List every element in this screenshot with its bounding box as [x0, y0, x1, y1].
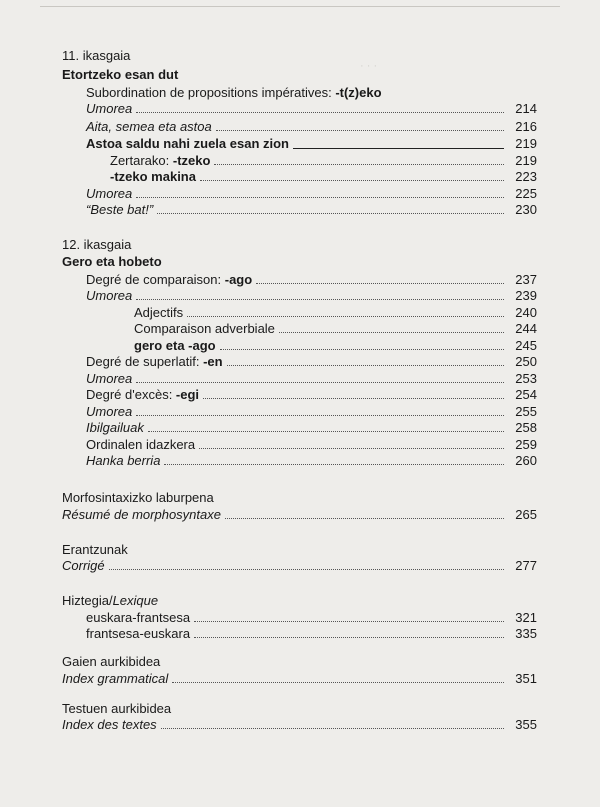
toc-entry-text: Umorea [86, 371, 133, 386]
toc-entry-text: Ordinalen idazkera [86, 437, 196, 452]
dot-leader [136, 415, 504, 416]
top-edge-line [40, 6, 560, 7]
toc-entry-title [62, 489, 214, 507]
toc-entry [0, 653, 600, 671]
toc-entry-text: euskara-frantsesa [86, 610, 191, 625]
toc-entry-text: Erantzunak [62, 542, 128, 557]
page-number: 255 [515, 404, 537, 419]
toc-entry-title [62, 506, 221, 524]
toc-entry [0, 66, 600, 84]
toc-entry-title [62, 253, 162, 271]
dot-leader [136, 197, 504, 198]
dot-leader [279, 332, 504, 333]
dot-leader [194, 621, 504, 622]
page-number: 239 [515, 288, 537, 303]
toc-entry-title [86, 419, 144, 437]
toc-entry-text: gero eta -ago [134, 338, 216, 353]
toc-entry [0, 320, 600, 338]
toc-entry-text: Index des textes [62, 717, 157, 732]
dot-leader [199, 448, 504, 449]
toc-entry [0, 489, 600, 507]
dot-leader [216, 130, 504, 131]
toc-entry-title [86, 287, 132, 305]
toc-entry-text: 11. ikasgaia [62, 48, 131, 63]
toc-entry [0, 168, 600, 186]
toc-entry-text: Corrigé [62, 558, 105, 573]
toc-entry [0, 452, 600, 470]
page-number: 230 [515, 202, 537, 217]
dot-leader [200, 180, 504, 181]
toc-entry-title [62, 653, 160, 671]
page-number: 335 [515, 626, 537, 641]
toc-entry-text: Etortzeko esan dut [62, 67, 179, 82]
page-number: 223 [515, 169, 537, 184]
toc-entry [0, 506, 600, 524]
dot-leader [256, 283, 504, 284]
toc-entry [0, 625, 600, 643]
dot-leader [203, 398, 504, 399]
toc-entry-text: Index grammatical [62, 671, 169, 686]
toc-entry-suffix: -en [203, 354, 223, 369]
toc-entry-title [134, 320, 275, 338]
toc-entry-text: Ibilgailuak [86, 420, 144, 435]
toc-entry-title [110, 168, 196, 186]
toc-entry-text: frantsesa-euskara [86, 626, 191, 641]
toc-entry-suffix: Lexique [112, 593, 159, 608]
toc-entry-text: -tzeko makina [110, 169, 196, 184]
dot-leader [187, 316, 504, 317]
page-number: 245 [515, 338, 537, 353]
dot-leader [136, 299, 504, 300]
toc-entry [0, 47, 600, 65]
toc-entry-text: Umorea [86, 288, 133, 303]
toc-entry [0, 118, 600, 136]
toc-entry-text: Aita, semea eta astoa [86, 119, 212, 134]
toc-entry-suffix: -t(z)eko [335, 85, 382, 100]
toc-entry-suffix: -ago [224, 272, 253, 287]
toc-entry [0, 135, 600, 153]
dot-leader [148, 431, 504, 432]
toc-entry [0, 386, 600, 404]
toc-entry [0, 353, 600, 371]
page-number: 250 [515, 354, 537, 369]
toc-entry [0, 100, 600, 118]
dot-leader [157, 213, 504, 214]
toc-entry-title [86, 201, 153, 219]
toc-entry-title [62, 66, 178, 84]
dot-leader [214, 164, 504, 165]
page-number: 254 [515, 387, 537, 402]
page-number: 277 [515, 558, 537, 573]
toc-entry-text: Gero eta hobeto [62, 254, 162, 269]
toc-entry-title [86, 135, 289, 153]
page-number: 214 [515, 101, 537, 116]
toc-entry-title [86, 118, 212, 136]
page-number: 265 [515, 507, 537, 522]
toc-entry-text: Hiztegia/ [62, 593, 113, 608]
dot-leader [227, 365, 504, 366]
dot-leader [220, 349, 504, 350]
page-number: 258 [515, 420, 537, 435]
toc-entry-text: Zertarako: [110, 153, 173, 168]
toc-entry-text: Morfosintaxizko laburpena [62, 490, 214, 505]
dot-leader [109, 569, 504, 570]
bleed-through-texture: · · · [360, 60, 378, 72]
toc-entry-text: Comparaison adverbiale [134, 321, 275, 336]
section-rule [293, 148, 504, 149]
page-number: 321 [515, 610, 537, 625]
toc-entry-title [62, 670, 168, 688]
toc-entry-text: Umorea [86, 101, 133, 116]
page-number: 355 [515, 717, 537, 732]
toc-entry [0, 419, 600, 437]
page-number: 216 [515, 119, 537, 134]
toc-entry-text: “Beste bat!” [86, 202, 154, 217]
toc-entry-title [86, 386, 199, 404]
toc-entry-text: Gaien aurkibidea [62, 654, 161, 669]
toc-entry-text: Umorea [86, 186, 133, 201]
toc-entry [0, 201, 600, 219]
toc-entry [0, 287, 600, 305]
toc-entry [0, 253, 600, 271]
toc-entry-text: Hanka berria [86, 453, 161, 468]
toc-entry-title [62, 716, 157, 734]
toc-entry-title [86, 625, 190, 643]
dot-leader [161, 728, 504, 729]
toc-entry-title [62, 557, 105, 575]
toc-entry-suffix: -tzeko [172, 153, 211, 168]
dot-leader [172, 682, 504, 683]
toc-entry-text: Adjectifs [134, 305, 184, 320]
page-number: 253 [515, 371, 537, 386]
toc-entry-title [86, 353, 223, 371]
toc-entry-text: Résumé de morphosyntaxe [62, 507, 221, 522]
page-number: 219 [515, 153, 537, 168]
page-number: 259 [515, 437, 537, 452]
toc-entry-suffix: -egi [175, 387, 200, 402]
toc-entry [0, 592, 600, 610]
page-number: 244 [515, 321, 537, 336]
dot-leader [194, 637, 504, 638]
toc-entry-text: Subordination de propositions impératives: [86, 85, 336, 100]
toc-entry-text: Degré de comparaison: [86, 272, 225, 287]
toc-entry-title [62, 236, 131, 254]
toc-entry-title [86, 452, 160, 470]
dot-leader [136, 382, 504, 383]
toc-entry [0, 236, 600, 254]
toc-entry [0, 670, 600, 688]
page-number: 237 [515, 272, 537, 287]
toc-entry-text: Astoa saldu nahi zuela esan zion [86, 136, 289, 151]
toc-entry-text: 12. ikasgaia [62, 237, 132, 252]
dot-leader [136, 112, 504, 113]
toc-entry [0, 557, 600, 575]
toc-entry-title [62, 47, 130, 65]
toc-entry-text: Testuen aurkibidea [62, 701, 172, 716]
page-number: 351 [515, 671, 537, 686]
page-number: 225 [515, 186, 537, 201]
toc-entry-title [62, 592, 158, 610]
toc-entry [0, 716, 600, 734]
dot-leader [225, 518, 504, 519]
toc-entry-title [86, 100, 132, 118]
toc-entry-text: Umorea [86, 404, 133, 419]
page-number: 240 [515, 305, 537, 320]
dot-leader [164, 464, 504, 465]
page-number: 219 [515, 136, 537, 151]
toc-entry-text: Degré d'excès: [86, 387, 176, 402]
page-number: 260 [515, 453, 537, 468]
toc-entry-text: Degré de superlatif: [86, 354, 204, 369]
